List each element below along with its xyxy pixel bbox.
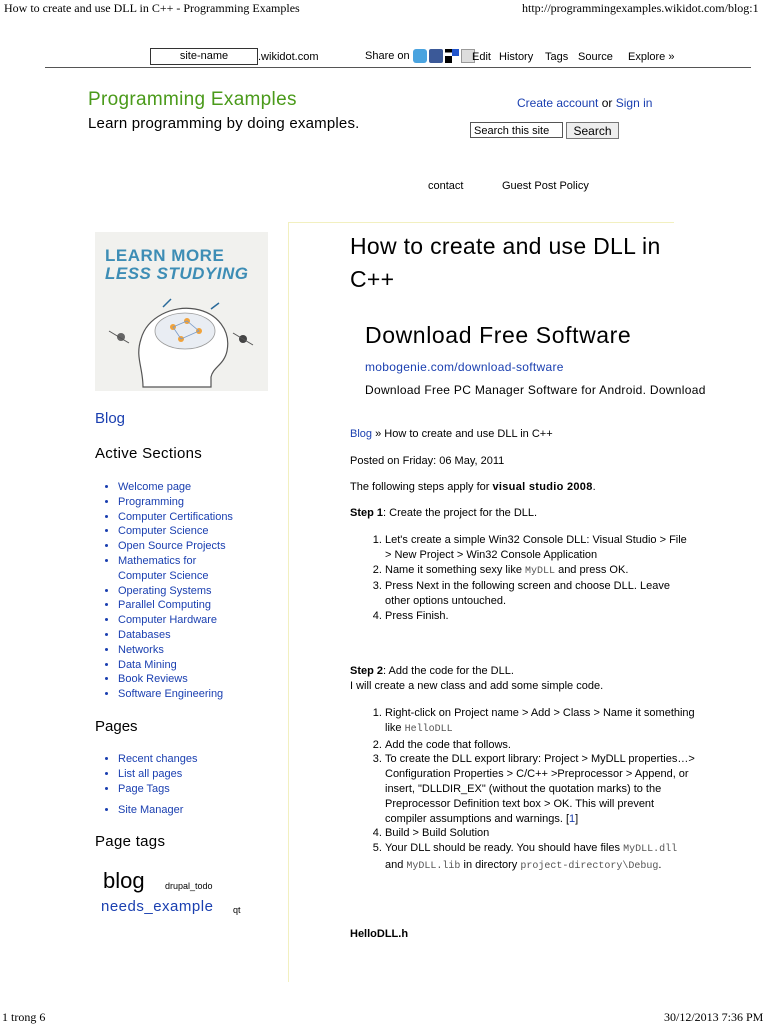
step1-text: : Create the project for the DLL. [383, 507, 538, 519]
posted-date: Posted on Friday: 06 May, 2011 [350, 455, 505, 467]
page-title: How to create and use DLL in C++ [350, 233, 661, 292]
page-tags-heading: Page tags [95, 833, 166, 850]
share-bar [365, 49, 477, 63]
site-title[interactable]: Programming Examples [88, 89, 297, 110]
content-border-left [288, 222, 289, 982]
account-or: or [601, 96, 613, 110]
step1-label: Step 1 [350, 507, 384, 519]
step2-item-text: in directory [460, 858, 521, 871]
pdf-header-title: How to create and use DLL in C++ - Programming Examples [4, 1, 300, 15]
intro-paragraph [350, 481, 596, 493]
tags-link[interactable]: Tags [545, 51, 569, 63]
explore-link[interactable]: Explore » [628, 51, 675, 63]
step2-item-text: Your DLL should be ready. You should have files [385, 842, 624, 855]
step1-item [385, 563, 695, 580]
intro-end: . [592, 481, 596, 493]
breadcrumb-blog-link[interactable]: Blog [350, 428, 373, 440]
step1-item: 1. Let's create a simple Win32 Console DLL: Visual Studio > File > New Project > Win32 Console Application [385, 533, 695, 563]
breadcrumb-separator: » [375, 428, 382, 440]
tag-blog[interactable]: blog [103, 868, 145, 893]
site-name-input[interactable]: site-name [150, 48, 258, 65]
pages-list [103, 752, 198, 796]
step2-item [385, 752, 695, 826]
section-link[interactable]: • Book Reviews [118, 672, 278, 687]
nav-guest-post-policy[interactable]: Guest Post Policy [502, 180, 589, 192]
pages-heading: Pages [95, 718, 138, 735]
section-link[interactable]: • Computer Hardware [118, 613, 278, 628]
intro-bold: visual studio 2008 [492, 481, 593, 493]
pages-link[interactable]: • Page Tags [118, 782, 198, 797]
step1-item: 3. Press Next in the following screen and choose DLL. Leave other options untouched. [385, 579, 695, 609]
code-mydll: MyDLL [525, 565, 556, 577]
file-heading: HelloDLL.h [350, 928, 409, 940]
step2-item: 4. Build > Build Solution [385, 826, 695, 841]
section-link[interactable]: • Programming [118, 495, 278, 510]
section-link[interactable]: • Databases [118, 628, 278, 643]
tag-needs-example[interactable]: needs_example [101, 898, 214, 915]
code-mydll-dll: MyDLL.dll [623, 844, 678, 856]
step1-item-text: Name it something sexy like [385, 563, 525, 576]
step2-item-text: . [658, 858, 662, 871]
step2-item: 2. Add the code that follows. [385, 738, 695, 753]
pages-link[interactable]: • List all pages [118, 767, 198, 782]
pdf-footer-datetime: 30/12/2013 7:36 PM [664, 1010, 764, 1024]
create-account-link[interactable]: Create account [517, 96, 599, 110]
site-subtitle: Learn programming by doing examples. [88, 115, 360, 132]
breadcrumb [350, 428, 553, 440]
step1-heading [350, 507, 537, 519]
section-link[interactable]: • Open Source Projects [118, 539, 278, 554]
ad-banner-line1: LEARN MORE [105, 246, 225, 265]
step2-item-text: Right-click on Project name > Add > Class > Name it something like [385, 707, 695, 734]
step2-label: Step 2 [350, 665, 384, 677]
step2-item [385, 841, 695, 875]
site-manager-link[interactable]: • Site Manager [118, 803, 183, 818]
section-link[interactable]: • Welcome page [118, 480, 278, 495]
section-link[interactable]: • Data Mining [118, 658, 278, 673]
pages-link[interactable]: • Recent changes [118, 752, 198, 767]
ad-description: Download Free PC Manager Software for Android. Download [365, 383, 706, 397]
step2-text: : Add the code for the DLL. [383, 665, 514, 677]
section-link[interactable]: • Computer Certifications [118, 510, 278, 525]
ad-title[interactable]: Download Free Software [365, 322, 632, 348]
search-button[interactable]: Search [566, 122, 619, 139]
tag-drupal-todo[interactable]: drupal_todo [165, 881, 213, 891]
history-link[interactable]: History [499, 51, 534, 63]
ad-url[interactable]: mobogenie.com/download-software [365, 360, 564, 374]
section-link[interactable]: • Operating Systems [118, 584, 278, 599]
topbar-divider [45, 67, 751, 68]
ad-banner[interactable] [95, 232, 268, 391]
step2-list [365, 706, 695, 875]
edit-link[interactable]: Edit [472, 51, 491, 63]
step2-intro: I will create a new class and add some simple code. [350, 680, 604, 692]
footnote-link[interactable]: 1 [569, 812, 576, 825]
search-input[interactable]: Search this site [470, 122, 563, 138]
step1-item: 4. Press Finish. [385, 609, 695, 624]
sign-in-link[interactable]: Sign in [615, 96, 653, 110]
brain-illustration [103, 287, 263, 389]
active-sections-heading: Active Sections [95, 445, 203, 462]
delicious-icon[interactable] [445, 49, 459, 63]
section-link[interactable]: • Parallel Computing [118, 598, 278, 613]
step2-heading [350, 665, 514, 677]
code-hellodll: HelloDLL [404, 723, 453, 735]
step1-list [365, 533, 695, 624]
step2-item [385, 706, 695, 738]
sidebar-blog-link[interactable]: Blog [95, 410, 126, 427]
source-link[interactable]: Source [578, 51, 613, 63]
account-links [517, 96, 652, 110]
site-manager-list [103, 803, 183, 818]
content-border-top [288, 222, 674, 223]
section-link[interactable]: • Mathematics for Computer Science [118, 554, 228, 584]
ad-banner-line2: LESS STUDYING [105, 264, 249, 283]
share-label: Share on [365, 49, 410, 62]
facebook-icon[interactable] [429, 49, 443, 63]
tag-qt[interactable]: qt [233, 905, 241, 915]
active-sections-list [103, 480, 278, 702]
step2-item-text: ] [575, 812, 579, 825]
nav-contact[interactable]: contact [428, 180, 464, 192]
intro-text: The following steps apply for [350, 481, 490, 493]
section-link[interactable]: • Software Engineering [118, 687, 278, 702]
section-link[interactable]: • Networks [118, 643, 278, 658]
code-mydll-lib: MyDLL.lib [406, 860, 461, 872]
step2-item-text: and [385, 858, 407, 871]
pdf-header-url: http://programmingexamples.wikidot.com/blog:1 [522, 1, 759, 15]
pdf-footer-page: 1 trong 6 [2, 1010, 46, 1024]
section-link[interactable]: • Computer Science [118, 524, 278, 539]
step2-item-text: To create the DLL export library: Project > MyDLL properties…> Configuration Properties > C/C++ >Preprocessor > Append, or insert, "DLLDIR_EX" (without the quotation marks) to the Preprocessor Definition text box > OK. This will prevent compiler assumptions and warnings. [ [385, 753, 695, 825]
breadcrumb-current: How to create and use DLL in C++ [384, 428, 553, 440]
code-debug-dir: project-directory\Debug [520, 860, 659, 872]
step1-item-text: and press OK. [555, 563, 629, 576]
twitter-icon[interactable] [413, 49, 427, 63]
site-domain-label: .wikidot.com [258, 51, 319, 63]
